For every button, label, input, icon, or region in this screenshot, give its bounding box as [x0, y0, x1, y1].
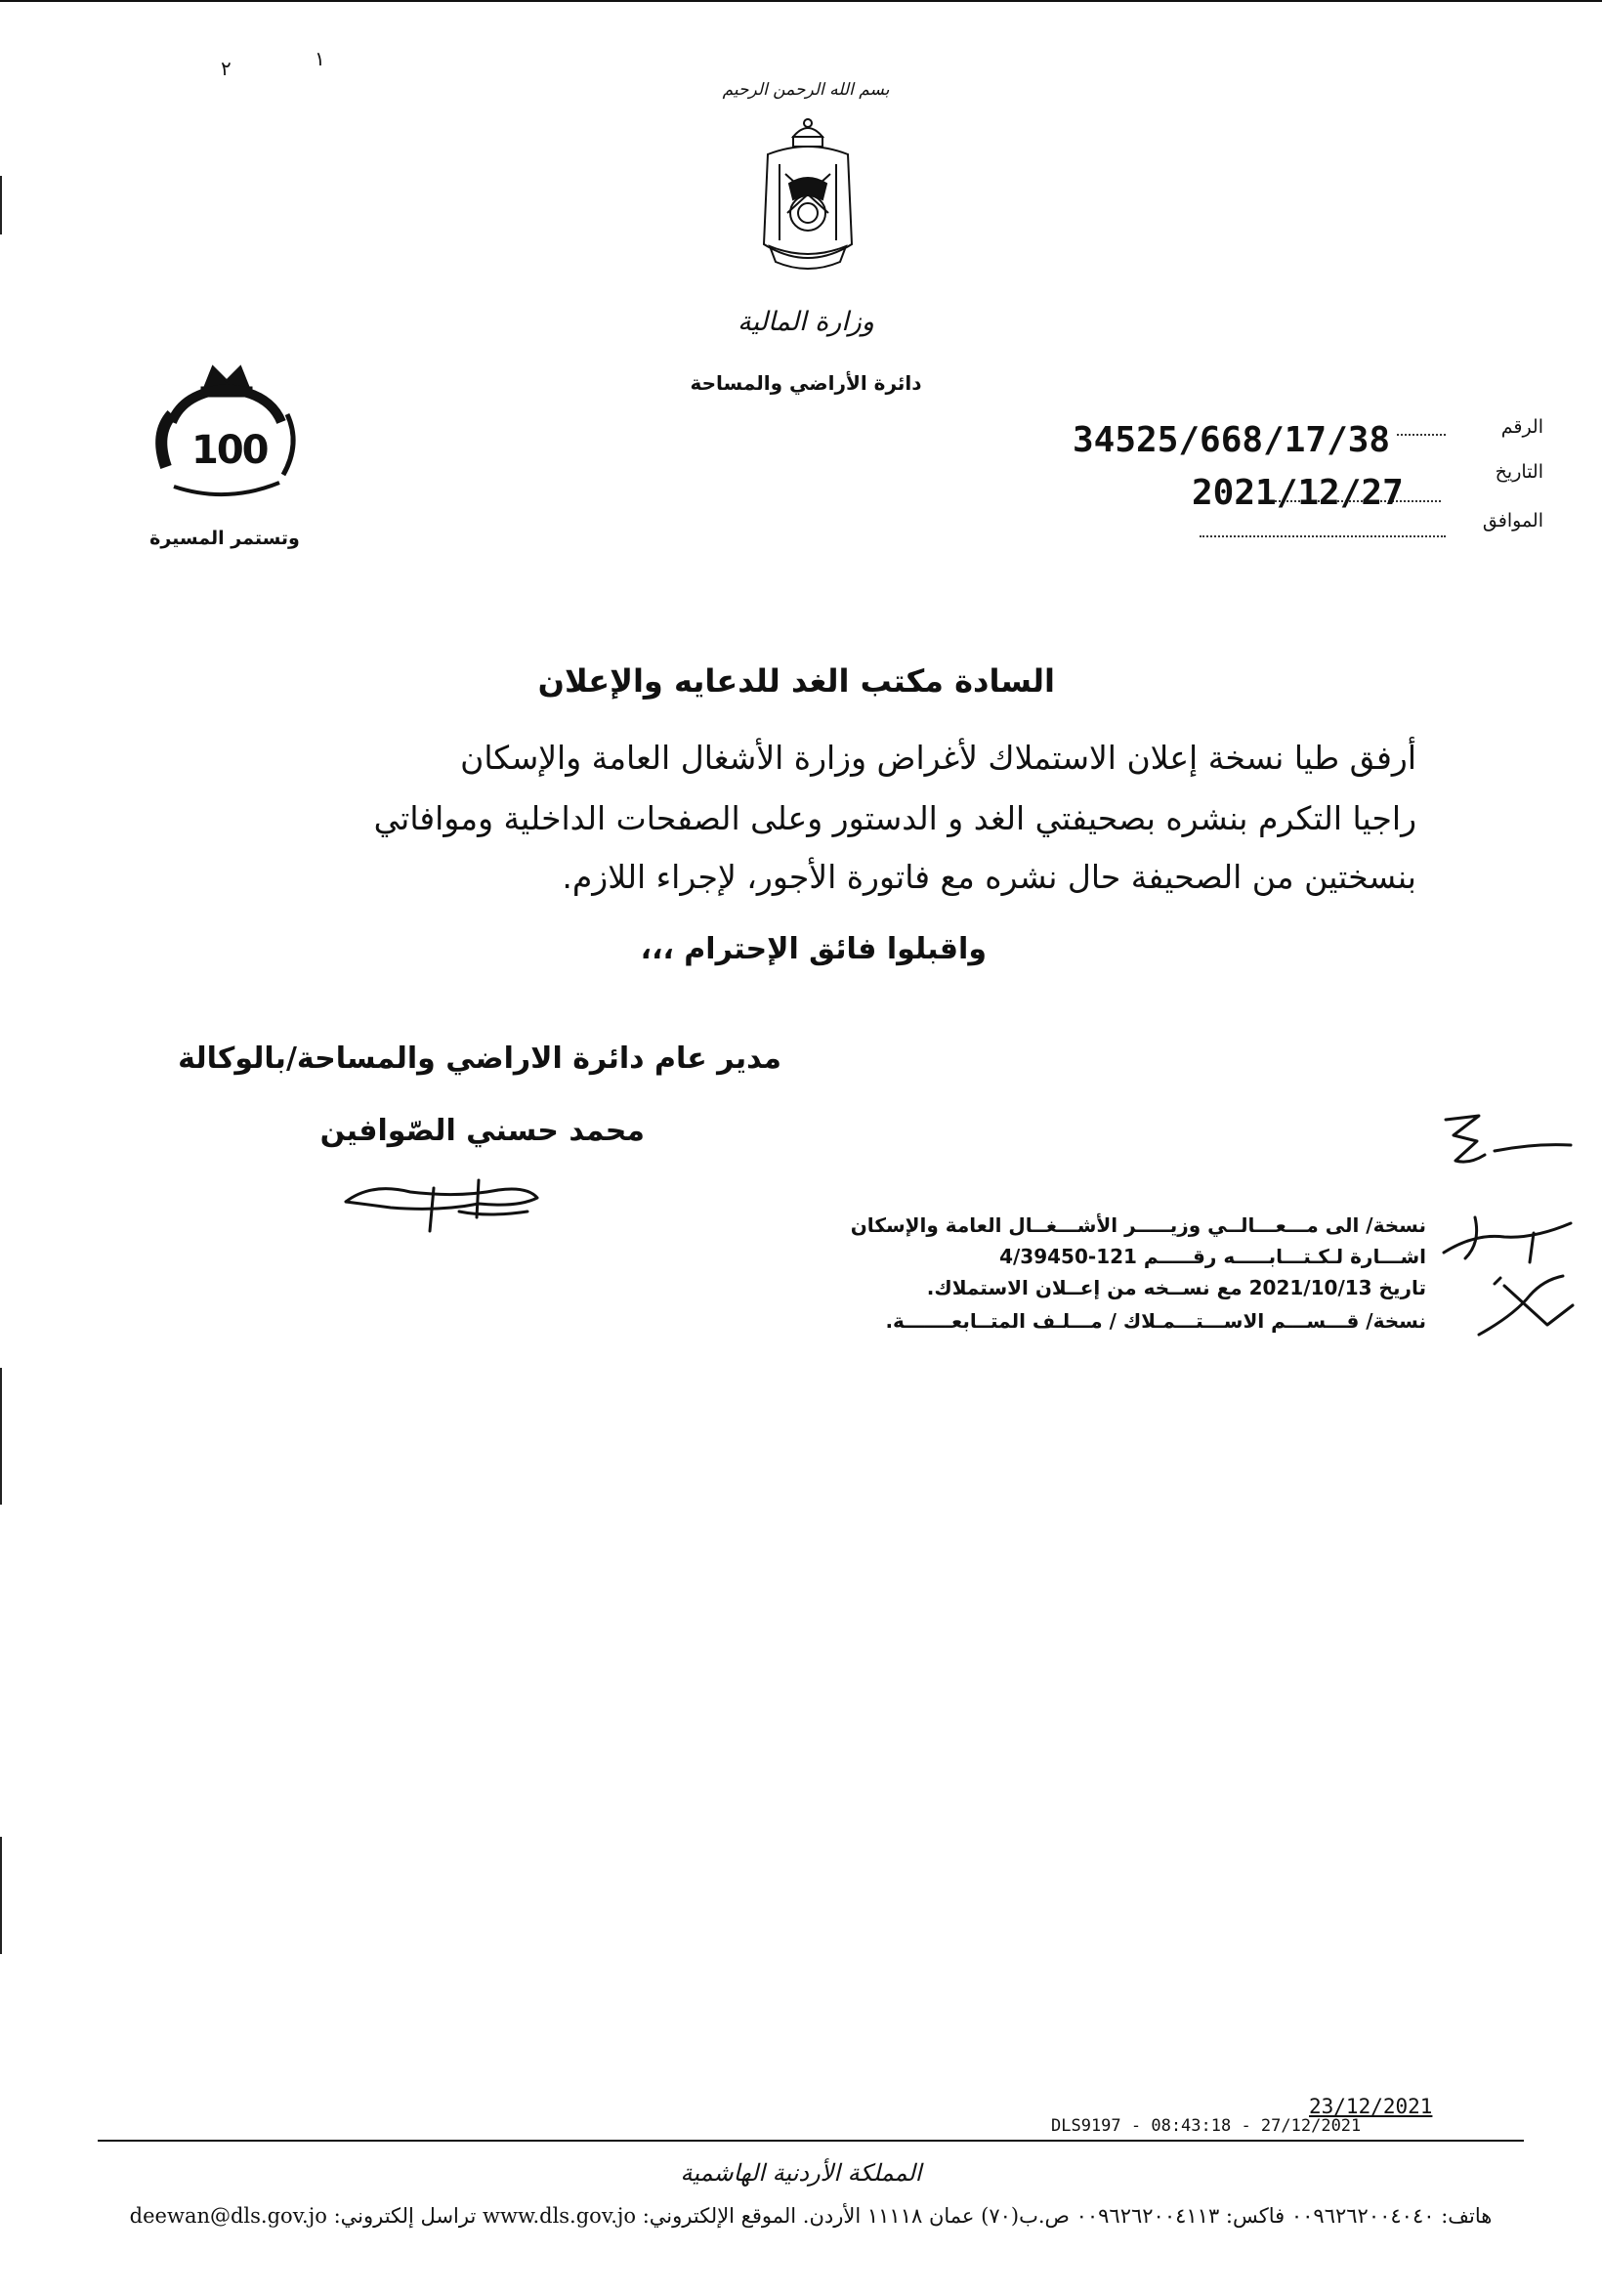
- corresponding-date-leader: [1200, 535, 1446, 537]
- ministry-name: وزارة المالية: [738, 307, 874, 337]
- centennial-number: 100: [191, 428, 268, 473]
- scan-edge-mark: [0, 176, 2, 234]
- initials-signature: [1465, 1266, 1582, 1344]
- copy-line-2: اشـــارة لـكـتـــابـــــه رقـــــم 121-4/39450: [999, 1245, 1426, 1268]
- scan-edge-mark: [0, 1837, 2, 1954]
- signatory-title: مدير عام دائرة الاراضي والمساحة/بالوكالة: [178, 1042, 781, 1076]
- page-number-right: ١: [315, 47, 325, 70]
- coat-of-arms-icon: [750, 115, 865, 279]
- copy-line-4: نسخة/ قـــســـم الاســـتـــمـلاك / مـــلـف المتــابعـــــــة.: [885, 1309, 1426, 1333]
- top-scan-line: [0, 0, 1602, 2]
- date-value: 2021/12/27: [1192, 473, 1404, 513]
- body-line-2: راجيا التكرم بنشره بصحيفتي الغد و الدستور وعلى الصفحات الداخلية وموافاتي: [373, 799, 1416, 837]
- copy-line-1: نسخة/ الى مـــعـــالــي وزيـــــر الأشـــغــال العامة والإسكان: [850, 1213, 1426, 1237]
- basmala: بسم الله الرحمن الرحيم: [722, 80, 890, 100]
- system-stamp-overwrite: 23/12/2021: [1309, 2095, 1433, 2118]
- body-line-3: بنسختين من الصحيفة حال نشره مع فاتورة الأجور، لإجراء اللازم.: [562, 858, 1416, 896]
- centennial-slogan: وتستمر المسيرة: [149, 528, 300, 549]
- initials-signature: [1426, 1108, 1582, 1178]
- scan-edge-mark: [0, 1368, 2, 1505]
- signatory-name: محمد حسني الصّوافين: [319, 1114, 645, 1148]
- corresponding-date-label: الموافق: [1482, 510, 1543, 531]
- reference-number-value: 34525/668/17/38: [1073, 420, 1391, 460]
- kingdom-name: المملكة الأردنية الهاشمية: [680, 2159, 922, 2187]
- body-line-1: أرفق طيا نسخة إعلان الاستملاك لأغراض وزارة الأشغال العامة والإسكان: [460, 739, 1416, 777]
- director-signature: [332, 1169, 557, 1237]
- initials-signature: [1436, 1204, 1582, 1272]
- contact-info: هاتف: ٠٠٩٦٢٦٢٠٠٤٠٤٠ فاكس: ٠٠٩٦٢٦٢٠٠٤١١٣ ص.ب(٧٠) عمان ١١١١٨ الأردن. الموقع الإلكتروني: www.dls.gov.jo تراسل إلكتروني: deewan@dls.gov.jo: [129, 2204, 1493, 2228]
- department-name: دائرة الأراضي والمساحة: [690, 371, 922, 395]
- page-number-left: ٢: [221, 57, 232, 80]
- addressee: السادة مكتب الغد للدعايه والإعلان: [537, 662, 1055, 700]
- footer-divider: [98, 2140, 1524, 2142]
- closing-salutation: واقبلوا فائق الإحترام ،،،: [640, 932, 987, 966]
- reference-number-label: الرقم: [1500, 416, 1543, 438]
- system-stamp: DLS9197 - 08:43:18 - 27/12/2021: [1051, 2116, 1362, 2136]
- copy-line-3: تاريخ 2021/10/13 مع نســخه من إعــلان الاستملاك.: [926, 1276, 1426, 1299]
- date-label: التاريخ: [1495, 461, 1543, 483]
- reference-number-leader: [1397, 434, 1446, 436]
